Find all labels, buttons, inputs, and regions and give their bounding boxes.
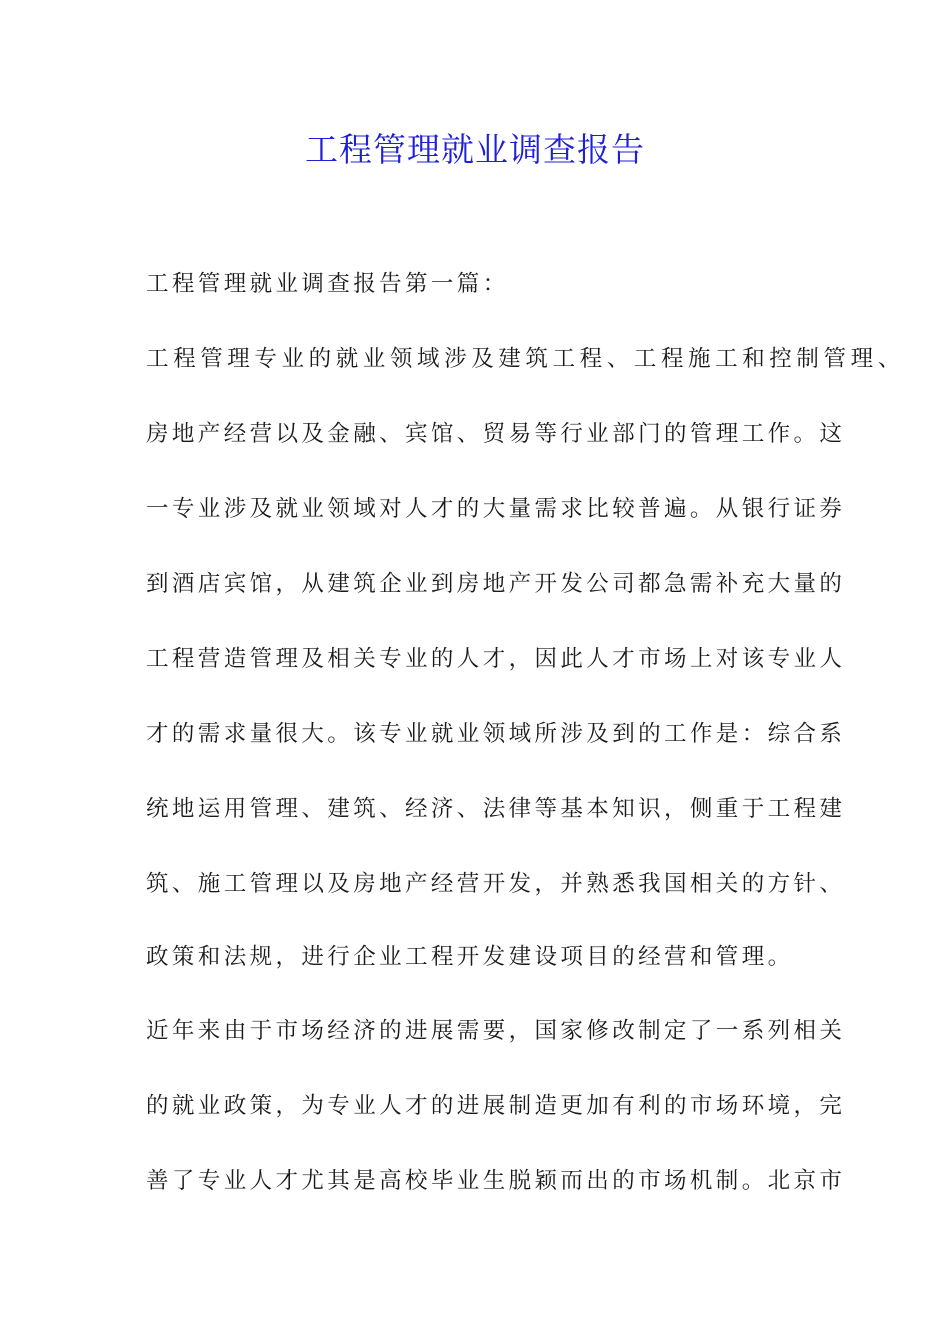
text-line: 工程营造管理及相关专业的人才，因此人才市场上对该专业人 <box>146 646 846 672</box>
text-line: 一专业涉及就业领域对人才的大量需求比较普遍。从银行证券 <box>146 496 846 522</box>
text-line: 近年来由于市场经济的进展需要，国家修改制定了一系列相关 <box>146 1018 846 1044</box>
text-line: 到酒店宾馆，从建筑企业到房地产开发公司都急需补充大量的 <box>146 571 846 597</box>
text-line: 才的需求量很大。该专业就业领域所涉及到的工作是：综合系 <box>146 721 846 747</box>
text-line: 筑、施工管理以及房地产经营开发，并熟悉我国相关的方针、 <box>146 871 846 897</box>
text-line: 房地产经营以及金融、宾馆、贸易等行业部门的管理工作。这 <box>146 421 846 447</box>
text-line: 善了专业人才尤其是高校毕业生脱颖而出的市场机制。北京市 <box>146 1168 846 1194</box>
text-line: 工程管理专业的就业领域涉及建筑工程、工程施工和控制管理、 <box>146 346 905 372</box>
text-line: 政策和法规，进行企业工程开发建设项目的经营和管理。 <box>146 944 794 970</box>
section-heading: 工程管理就业调查报告第一篇： <box>146 271 509 297</box>
text-line: 的就业政策，为专业人才的进展制造更加有利的市场环境，完 <box>146 1093 846 1119</box>
document-title: 工程管理就业调查报告 <box>305 130 645 169</box>
text-line: 统地运用管理、建筑、经济、法律等基本知识，侧重于工程建 <box>146 796 846 822</box>
